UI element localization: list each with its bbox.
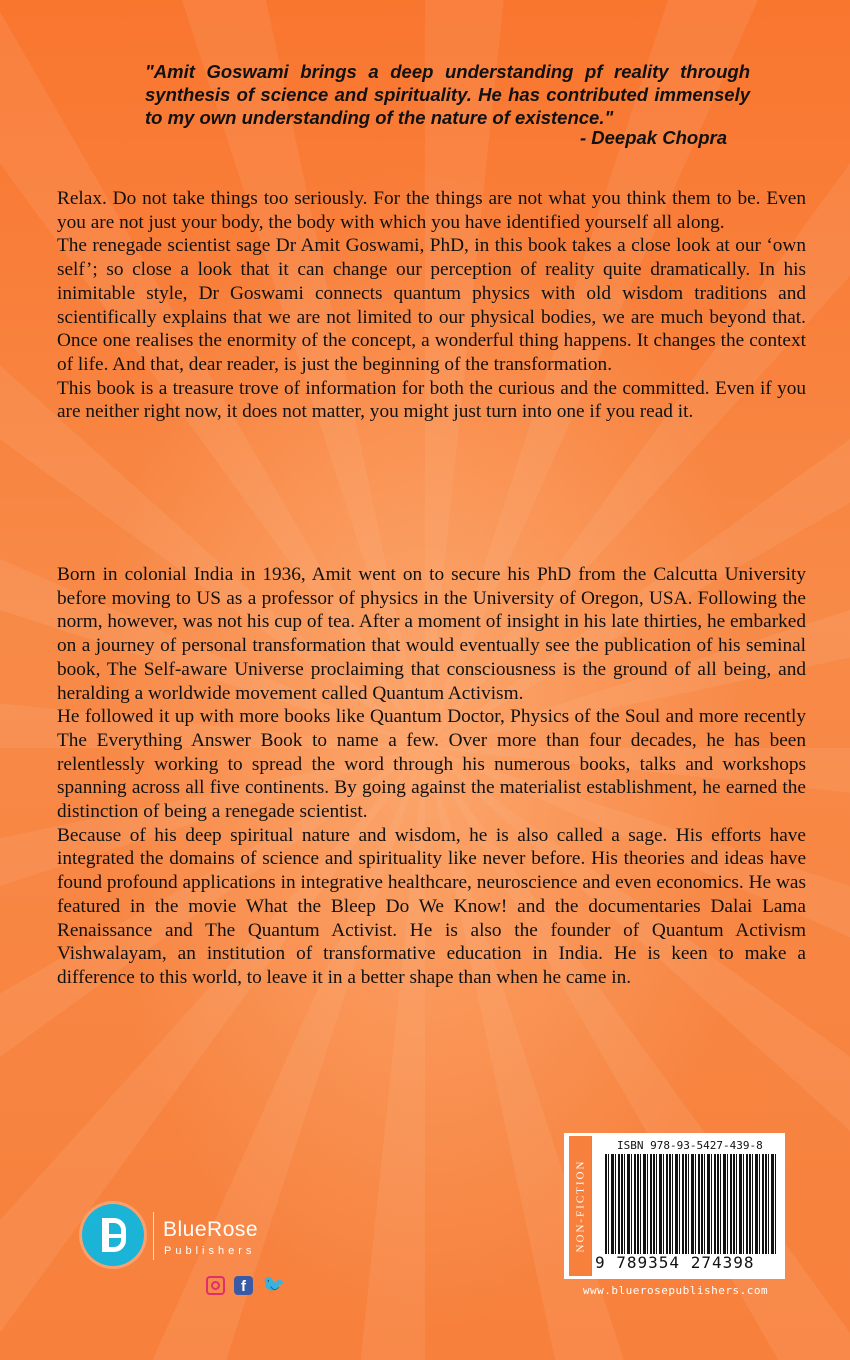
logo-divider <box>153 1212 154 1260</box>
genre-label: NON-FICTION <box>574 1159 587 1253</box>
quote-author: - Deepak Chopra <box>579 127 727 148</box>
publisher-website: www.bluerosepublishers.com <box>582 1284 769 1297</box>
twitter-icon[interactable]: 🐦 <box>262 1275 286 1296</box>
bio-paragraph: Born in colonial India in 1936, Amit went on to secure his PhD from the Calcutta University before moving to US as a professor of physics in the University of Oregon, USA. Following the norm, however, was not his cup of tea. After a moment of insight in his late thirties, he embarked on a journey of personal transformation that would eventually see the publication of his seminal book, The Self-aware Universe proclaiming that consciousness is the ground of all being, and heralding a worldwide movement called Quantum Activism. <box>57 564 806 704</box>
barcode-icon <box>605 1154 777 1254</box>
book-description <box>57 187 806 424</box>
isbn-label: ISBN 978-93-5427-439-8 <box>617 1139 763 1152</box>
publisher-subtitle: Publishers <box>164 1245 256 1257</box>
author-bio <box>57 563 806 990</box>
description-paragraph: This book is a treasure trove of information for both the curious and the committed. Even if you are neither right now, it does not matter, you might just turn into one if you read it. <box>57 377 806 423</box>
instagram-icon[interactable] <box>206 1276 225 1295</box>
description-paragraph: The renegade scientist sage Dr Amit Goswami, PhD, in this book takes a close look at our ‘own self’; so close a look that it can change our perception of reality quite dramatically. In his inimitable style, Dr Goswami connects quantum physics with old wisdom traditions and scientifically explains that we are not limited to our physical bodies, we are much beyond that. Once one realises the enormity of the concept, a wonderful thing happens. It changes the context of life. And that, dear reader, is just the beginning of the transformation. <box>57 235 806 375</box>
bio-paragraph: Because of his deep spiritual nature and wisdom, he is also called a sage. His efforts have integrated the domains of science and spirituality like never before. His theories and ideas have found profound applications in integrative healthcare, neuroscience and even economics. He was featured in the movie What the Bleep Do We Know! and the documentaries Dalai Lama Renaissance and The Quantum Activist. He is also the founder of Quantum Activism Vishwalayam, an institution of transformative education in India. He is keen to make a difference to this world, to leave it in a better shape than when he came in. <box>57 824 806 988</box>
barcode-panel <box>565 1134 784 1278</box>
barcode-digits: 9 789354 274398 <box>595 1253 755 1272</box>
publisher-name: BlueRose <box>163 1218 259 1241</box>
genre-strip <box>569 1136 592 1276</box>
bluerose-logo-icon <box>82 1204 144 1266</box>
endorsement-quote: "Amit Goswami brings a deep understanding pf reality through synthesis of science and spirituality. He has contributed immensely to my own understanding of the nature of existence." <box>145 61 750 128</box>
description-paragraph: Relax. Do not take things too seriously. For the things are not what you think them to be. Even you are not just your body, the body with which you have identified yourself all along. <box>57 188 806 233</box>
bio-paragraph: He followed it up with more books like Quantum Doctor, Physics of the Soul and more recently The Everything Answer Book to name a few. Over more than four decades, he has been relentlessly working to spread the word through his numerous books, talks and workshops spanning across all five continents. By going against the materialist establishment, he earned the distinction of being a renegade scientist. <box>57 706 806 823</box>
facebook-icon[interactable]: f <box>234 1276 253 1295</box>
